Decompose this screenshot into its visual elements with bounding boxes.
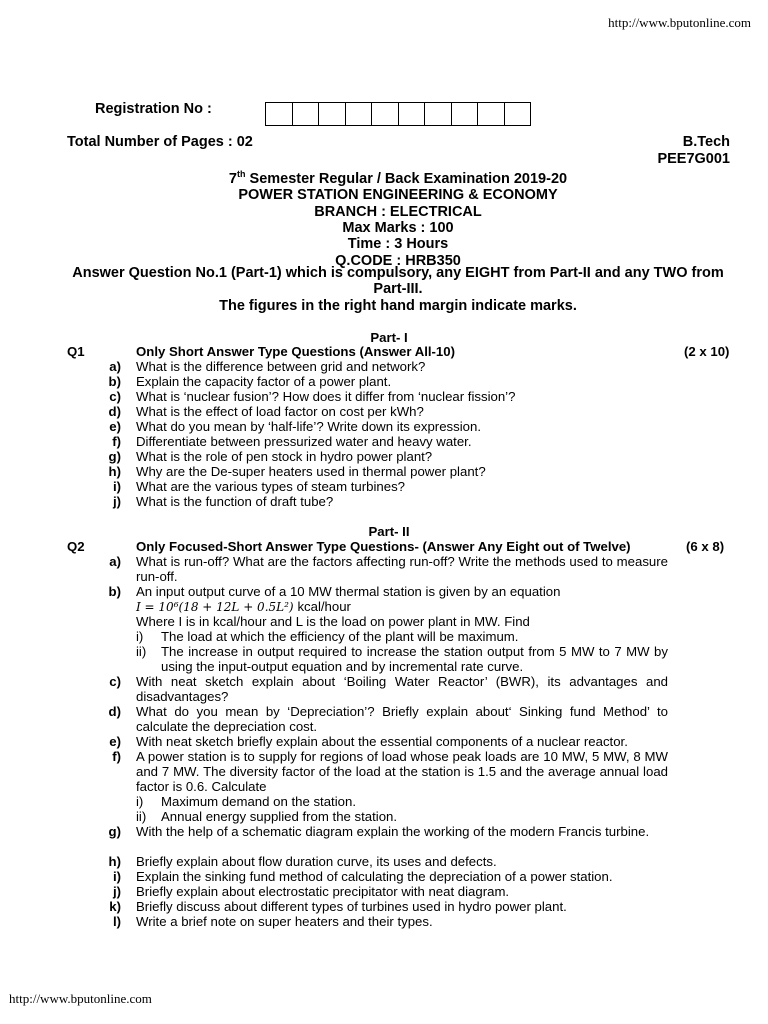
- registration-digit-box: [399, 103, 426, 125]
- registration-digit-box: [425, 103, 452, 125]
- part2-heading: Part- II: [368, 524, 410, 539]
- registration-digit-box: [319, 103, 346, 125]
- registration-digit-box: [505, 103, 531, 125]
- registration-digit-box: [372, 103, 399, 125]
- qcode: Q.CODE : HRB350: [335, 252, 461, 269]
- paper-code: PEE7G001: [657, 151, 730, 167]
- registration-digit-box: [478, 103, 505, 125]
- total-pages: Total Number of Pages : 02: [67, 134, 253, 150]
- degree: B.Tech: [682, 134, 730, 150]
- instruction-marks: The figures in the right hand margin indicate marks.: [219, 298, 577, 314]
- semester-line: 7th Semester Regular / Back Examination 2019-20: [228, 169, 568, 187]
- max-marks: Max Marks : 100: [342, 220, 454, 237]
- registration-digit-box: [452, 103, 479, 125]
- registration-digit-box: [293, 103, 320, 125]
- q2-number: Q2: [67, 539, 85, 554]
- registration-digit-box: [266, 103, 293, 125]
- q1-marks: (2 x 10): [684, 344, 730, 359]
- time: Time : 3 Hours: [347, 236, 449, 253]
- q2-marks: (6 x 8): [686, 539, 725, 554]
- part1-heading: Part- I: [370, 330, 408, 345]
- footer-url[interactable]: http://www.bputonline.com: [9, 991, 152, 1006]
- instruction-compulsory: Answer Question No.1 (Part-1) which is compulsory, any EIGHT from Part-II and any TWO from Part-III.: [72, 265, 724, 298]
- registration-label: Registration No :: [95, 101, 212, 117]
- header-url[interactable]: http://www.bputonline.com: [608, 15, 751, 30]
- q1-number: Q1: [67, 344, 85, 359]
- registration-digit-box: [346, 103, 373, 125]
- equation-note: Where I is in kcal/hour and L is the load on power plant in MW. Find: [136, 614, 530, 629]
- q2-title: Only Focused-Short Answer Type Questions- (Answer Any Eight out of Twelve): [136, 539, 631, 554]
- equation: I = 10⁶(18 + 12L + 0.5L²) kcal/hour: [136, 599, 351, 614]
- subject: POWER STATION ENGINEERING & ECONOMY: [238, 187, 558, 204]
- branch: BRANCH : ELECTRICAL: [314, 203, 482, 220]
- exam-header: [0, 166, 768, 269]
- q1-title: Only Short Answer Type Questions (Answer All-10): [136, 344, 455, 359]
- registration-boxes: [265, 102, 531, 126]
